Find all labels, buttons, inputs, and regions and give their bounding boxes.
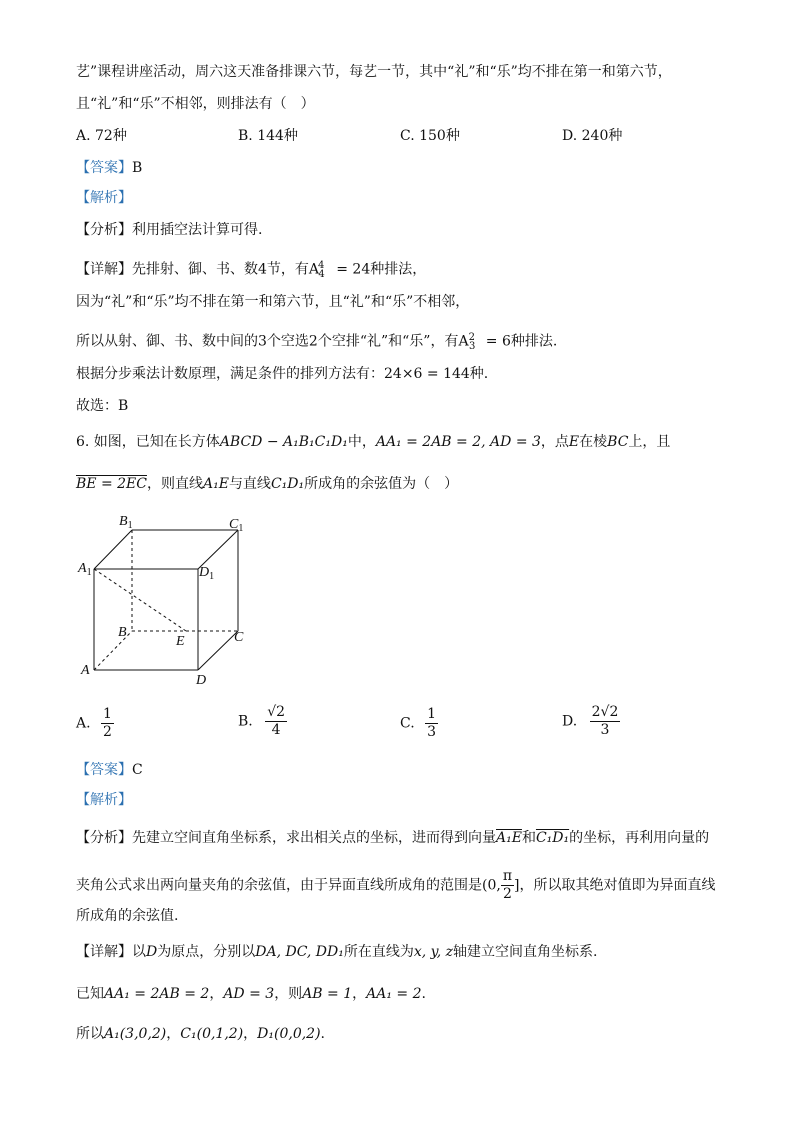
- denominator: 2: [502, 886, 512, 902]
- stem-text: 中，: [347, 434, 376, 450]
- cuboid-figure: [70, 505, 260, 690]
- detail-math: x, y, z: [413, 944, 453, 960]
- fenxi-text: 利用插空法计算可得.: [132, 222, 263, 238]
- fenxi-text: 夹角公式求出两向量夹角的余弦值，由于异面直线所成角的范围是: [76, 877, 482, 894]
- detail-text: 以: [132, 944, 146, 960]
- q6-answer: [76, 760, 143, 780]
- answer-tag: 【答案】: [76, 762, 132, 778]
- q5-option-c: C. 150种: [400, 128, 460, 144]
- point-c1: C₁(0,1,2): [180, 1026, 244, 1042]
- segment-a1e: [94, 569, 186, 631]
- detail-text: 所在直线为: [343, 944, 414, 960]
- pi-half-fraction: [501, 868, 514, 903]
- q5-detail-2: 因为“礼”和“乐”均不排在第一和第六节，且“礼”和“乐”不相邻，: [76, 294, 470, 310]
- numerator: 1: [103, 706, 112, 722]
- detail-text: ，: [352, 986, 367, 1002]
- stem-text: ，点: [540, 434, 569, 450]
- range-close: ]: [514, 877, 520, 894]
- fenxi-text: 和: [521, 830, 536, 846]
- stem-text: 6. 如图，已知在长方体: [76, 434, 220, 450]
- range-open: (0,: [482, 877, 501, 894]
- edge-d1c1: [198, 530, 238, 569]
- analysis-tag: 【解析】: [76, 792, 132, 808]
- numerator: 2√2: [591, 704, 619, 720]
- q6-analysis-heading: [76, 790, 132, 810]
- detail-text: .: [320, 1026, 325, 1042]
- q6-stem-line1: [76, 432, 670, 452]
- stem-math: C₁D₁: [270, 476, 305, 492]
- answer-value: B: [132, 160, 143, 176]
- fenxi-text: ，所以取其绝对值即为异面直线: [519, 877, 716, 894]
- detail-text: 所以: [76, 1026, 104, 1042]
- perm-sup: 2: [468, 332, 475, 343]
- detail-tail: = 6种排法.: [481, 333, 558, 350]
- detail-text: 先排射、御、书、数4节，有A: [132, 261, 320, 278]
- q6-option-b: [238, 704, 287, 739]
- label-subscript: 1: [127, 520, 133, 531]
- fraction: [265, 704, 287, 739]
- fenxi-text: 的坐标，再利用向量的: [569, 830, 710, 846]
- denominator: 3: [600, 722, 610, 738]
- numerator: π: [502, 868, 513, 884]
- numerator: √2: [267, 704, 286, 720]
- q5-stem-line1: 艺”课程讲座活动，周六这天准备排课六节，每艺一节，其中“礼”和“乐”均不排在第一和第六节，: [76, 64, 672, 80]
- stem-math: BC: [607, 434, 629, 450]
- stem-text: 与直线: [228, 476, 271, 492]
- stem-math: ABCD − A₁B₁C₁D₁: [219, 434, 348, 450]
- detail-text: 所以从射、御、书、数中间的3个空选2个空排“礼”和“乐”，有A: [76, 333, 469, 350]
- detail-text: .: [421, 986, 426, 1002]
- analysis-tag: 【解析】: [76, 190, 132, 206]
- label-e: E: [176, 634, 185, 649]
- q6-stem-line2: [76, 474, 458, 494]
- q6-detail-1: [76, 942, 597, 962]
- perm-sub: 3: [468, 341, 476, 353]
- q6-detail-2: [76, 984, 426, 1004]
- fenxi-tag: 【分析】: [76, 830, 132, 846]
- q5-detail-3: [76, 328, 557, 357]
- numerator: 1: [427, 706, 437, 722]
- q5-answer: [76, 158, 142, 178]
- fraction: [101, 706, 114, 741]
- q6-fenxi-line3: 所成角的余弦值.: [76, 908, 179, 924]
- vector-a1e: A₁E: [496, 830, 522, 846]
- label-d: D: [196, 673, 207, 688]
- answer-value: C: [132, 762, 143, 778]
- stem-text: 在棱: [579, 434, 608, 450]
- label-a: A: [81, 663, 90, 678]
- label-subscript: 1: [238, 523, 244, 534]
- detail-math: DA, DC, DD₁: [255, 944, 344, 960]
- q5-choice: 故选：B: [76, 398, 129, 414]
- q6-fenxi-line2: [76, 868, 716, 903]
- q6-fenxi-line1: [76, 828, 709, 848]
- edge-a1b1: [94, 530, 132, 569]
- label-subscript: 1: [209, 571, 215, 582]
- point-d1: D₁(0,0,2): [257, 1026, 321, 1042]
- denominator: 2: [103, 724, 112, 740]
- q6-option-a: [76, 706, 114, 741]
- q5-option-a: A. 72种: [76, 128, 127, 144]
- denominator: 3: [427, 724, 437, 740]
- label-b1: $B_1$: [119, 514, 133, 531]
- detail-math: AA₁ = 2AB = 2: [104, 986, 210, 1002]
- q6-option-d: [562, 704, 620, 739]
- q6-detail-3: [76, 1024, 325, 1044]
- label-subscript: 1: [86, 567, 92, 578]
- stem-math: AA₁ = 2AB = 2, AD = 3: [375, 434, 541, 450]
- detail-text: 已知: [76, 986, 104, 1002]
- q5-option-b: B. 144种: [238, 128, 298, 144]
- vector-c1d1: C₁D₁: [535, 830, 570, 846]
- stem-text: 上，且: [628, 434, 671, 450]
- detail-math: D: [146, 944, 158, 960]
- q6-option-c: [400, 706, 438, 741]
- fraction: [590, 704, 621, 739]
- vector-equation: BE = 2EC: [76, 476, 147, 492]
- stem-math: E: [568, 434, 580, 450]
- perm-sub: 4: [318, 269, 325, 281]
- option-letter: B.: [238, 713, 253, 730]
- edge-dc: [198, 631, 238, 670]
- detail-tag: 【详解】: [76, 261, 132, 278]
- answer-tag: 【答案】: [76, 160, 132, 176]
- label-a1: $A_1$: [78, 561, 92, 578]
- label-c1: $C_1$: [229, 517, 244, 534]
- detail-text: ，则: [274, 986, 303, 1002]
- separator: ，: [243, 1026, 258, 1042]
- perm-sup: 4: [318, 260, 325, 271]
- fraction: [425, 706, 438, 741]
- detail-math: AD = 3: [223, 986, 275, 1002]
- q5-analysis-heading: [76, 188, 132, 208]
- detail-math: AA₁ = 2: [366, 986, 422, 1002]
- label-c: C: [234, 630, 244, 645]
- detail-text: 为原点，分别以: [157, 944, 256, 960]
- q5-stem-line2: 且“礼”和“乐”不相邻，则排法有（ ）: [76, 96, 315, 112]
- label-b: B: [118, 625, 127, 640]
- denominator: 4: [271, 722, 281, 738]
- separator: ，: [166, 1026, 181, 1042]
- point-a1: A₁(3,0,2): [104, 1026, 167, 1042]
- detail-text: ，: [209, 986, 224, 1002]
- detail-math: AB = 1: [302, 986, 353, 1002]
- q5-fenxi: [76, 220, 262, 240]
- q5-detail-1: [76, 256, 426, 285]
- detail-tag: 【详解】: [76, 944, 132, 960]
- fenxi-text: 先建立空间直角坐标系，求出相关点的坐标，进而得到向量: [132, 830, 496, 846]
- detail-text: 轴建立空间直角坐标系.: [453, 944, 598, 960]
- q5-option-d: D. 240种: [562, 128, 623, 144]
- detail-tail: = 24种排法，: [331, 261, 427, 278]
- stem-math: A₁E: [202, 476, 229, 492]
- option-letter: D.: [562, 713, 578, 730]
- option-letter: C.: [400, 715, 415, 732]
- label-d1: $D_1$: [199, 565, 215, 582]
- option-letter: A.: [76, 715, 91, 732]
- stem-text: ，则直线: [146, 476, 203, 492]
- fenxi-tag: 【分析】: [76, 222, 132, 238]
- q5-detail-4: 根据分步乘法计数原理，满足条件的排列方法有：24×6 = 144种.: [76, 366, 489, 382]
- stem-text: 所成角的余弦值为（ ）: [304, 476, 459, 492]
